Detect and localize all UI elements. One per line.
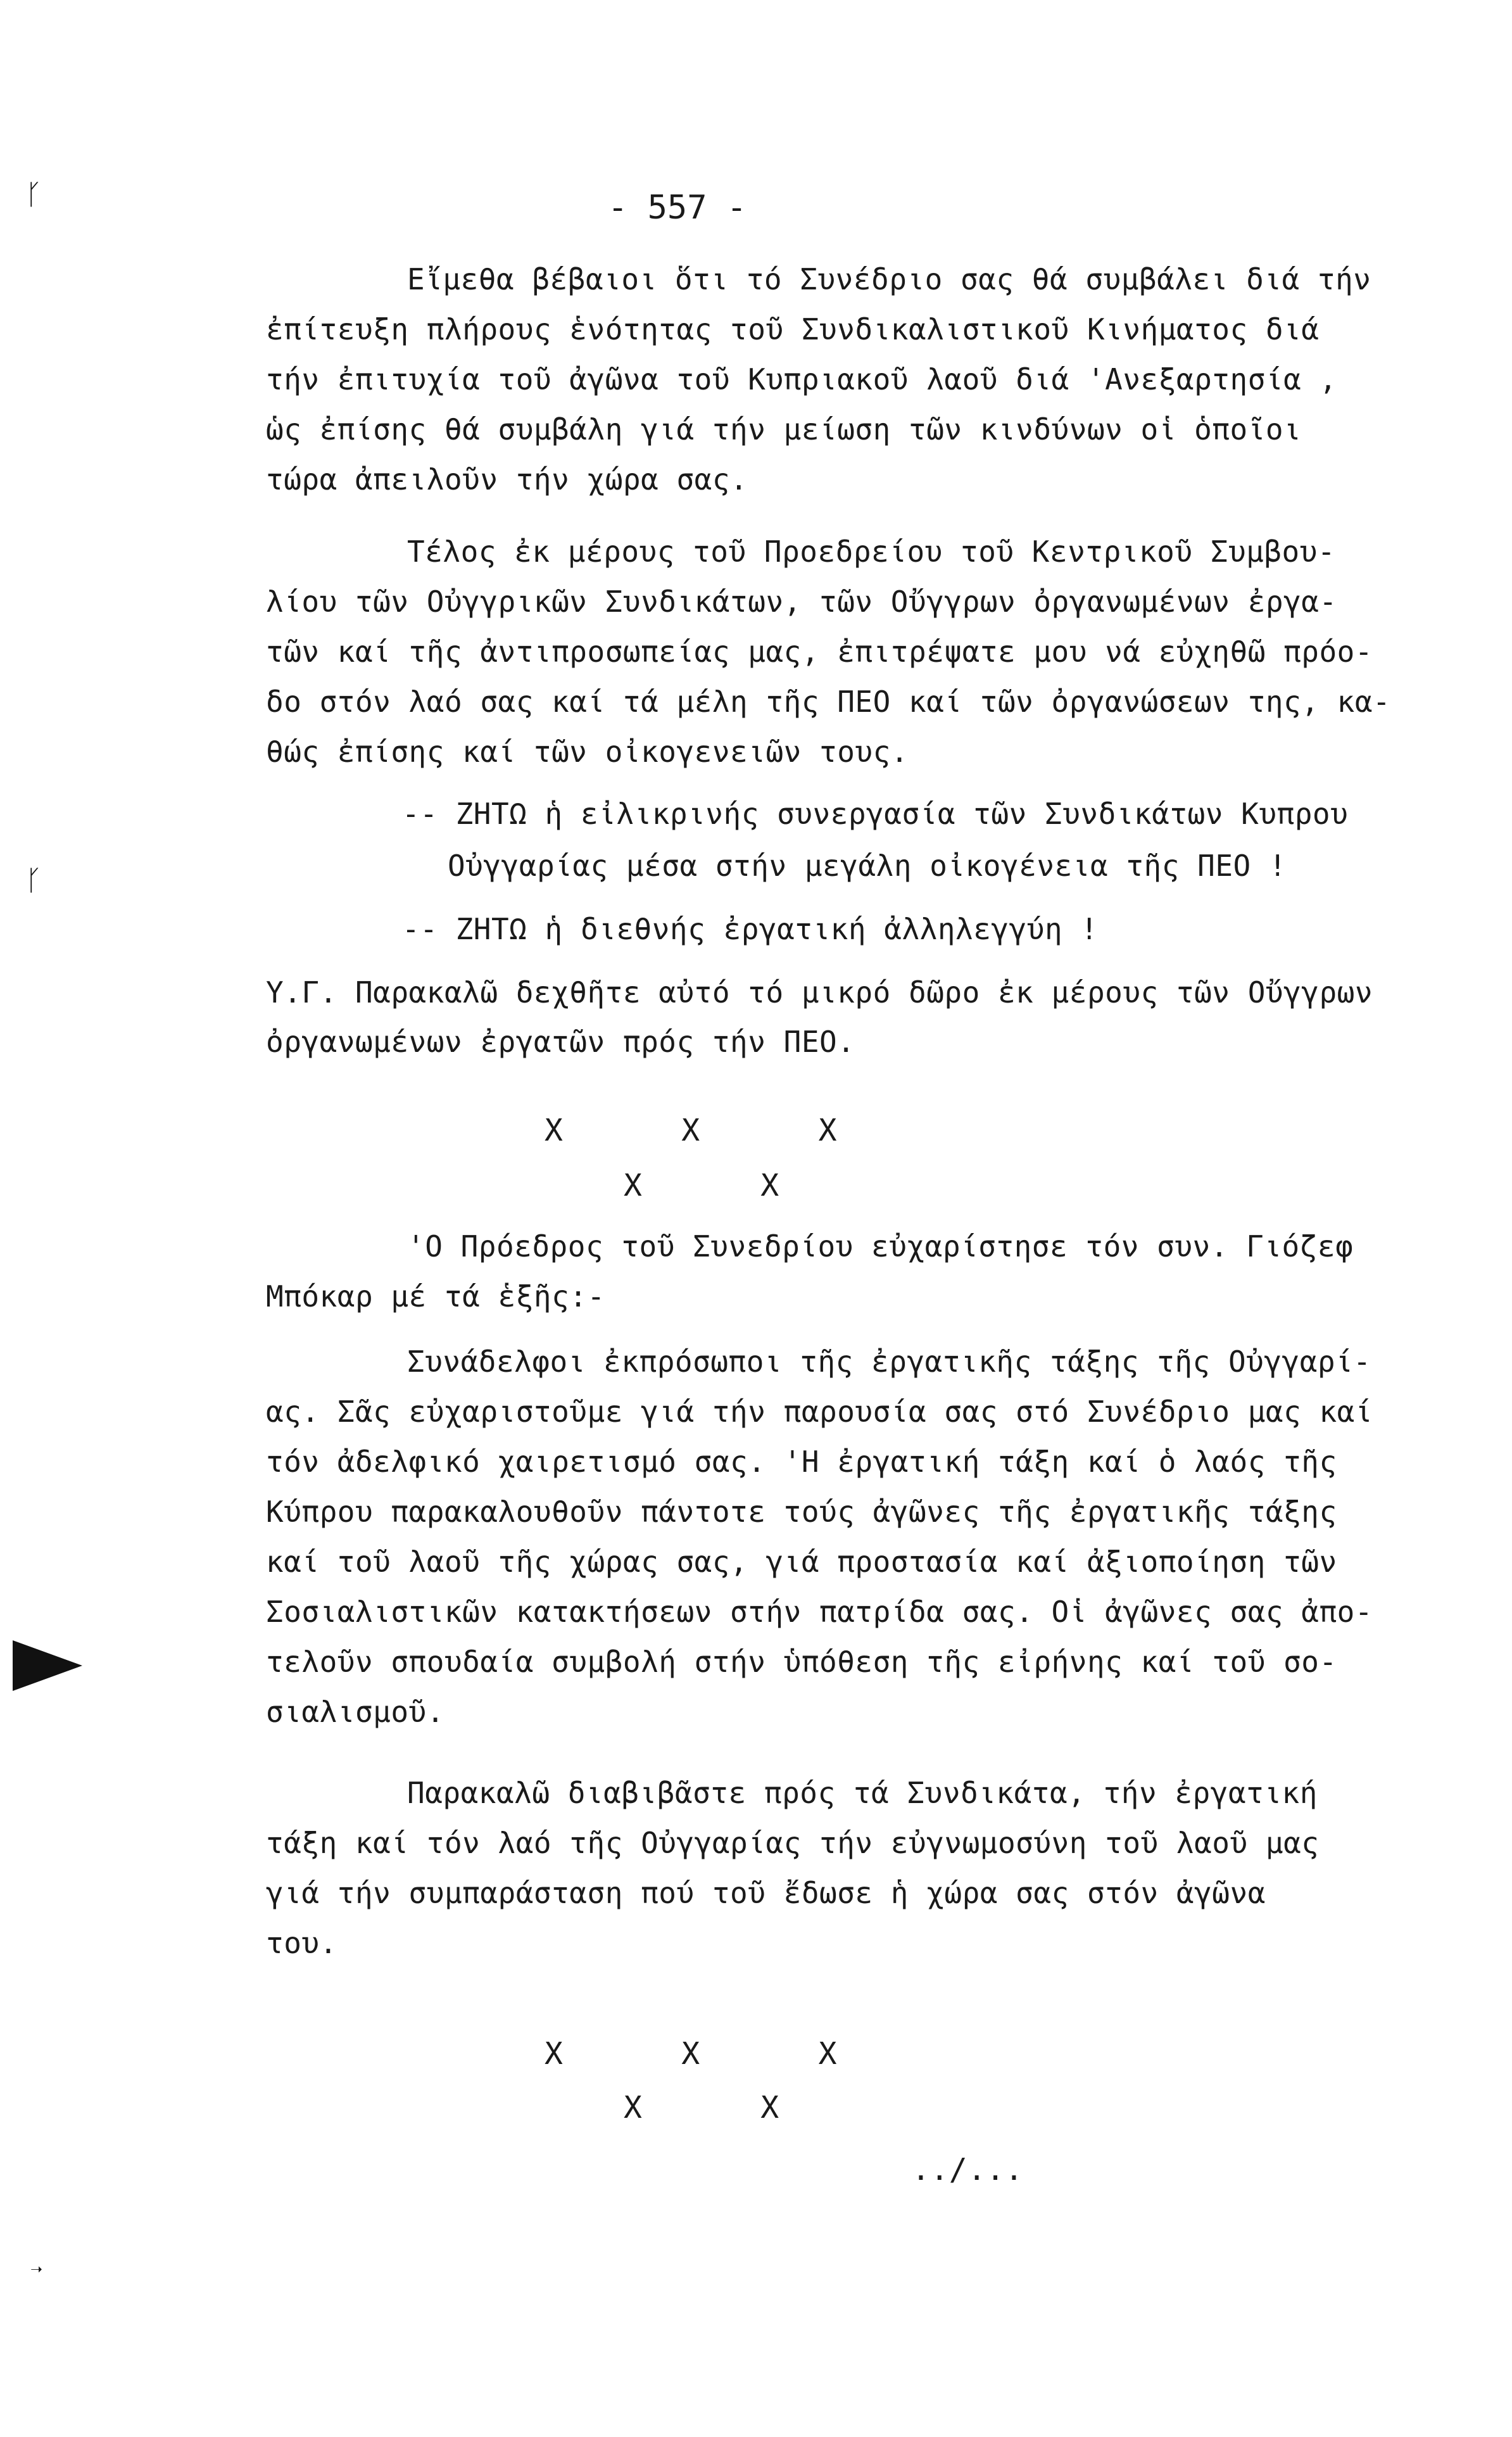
postscript-line: ὀργανωμένων ἐργατῶν πρός τήν ΠΕΟ. <box>266 1025 855 1059</box>
text-line: λίου τῶν Οὐγγρικῶν Συνδικάτων, τῶν Οὔγγρων ὀργανωμένων ἐργα- <box>266 585 1337 619</box>
text-line: ας. Σᾶς εὐχαριστοῦμε γιά τήν παρουσία σας στό Συνέδριο μας καί <box>266 1395 1373 1429</box>
text-line: γιά τήν συμπαράσταση πού τοῦ ἔδωσε ἡ χώρα σας στόν ἀγῶνα <box>266 1876 1266 1910</box>
margin-arrow-shaft <box>13 1653 32 1678</box>
continuation-marker: ../... <box>912 2152 1024 2187</box>
text-line: 'Ο Πρόεδρος τοῦ Συνεδρίου εὐχαρίστησε τόν συν. Γιόζεφ <box>407 1229 1354 1263</box>
text-line: τῶν καί τῆς ἀντιπροσωπείας μας, ἐπιτρέψατε μου νά εὐχηθῶ πρόο- <box>266 635 1373 669</box>
text-line: τόν ἀδελφικό χαιρετισμό σας. 'Η ἐργατική τάξη καί ὁ λαός τῆς <box>266 1445 1337 1479</box>
margin-mark-mid-left: ᚴ <box>25 864 42 897</box>
text-line: του. <box>266 1926 337 1960</box>
text-line: τάξη καί τόν λαό τῆς Οὐγγαρίας τήν εὐγνωμοσύνη τοῦ λαοῦ μας <box>266 1826 1320 1860</box>
slogan-line: Οὐγγαρίας μέσα στήν μεγάλη οἰκογένεια τῆς ΠΕΟ ! <box>358 849 1287 883</box>
margin-mark-bottom-left: ➝ <box>30 2258 43 2282</box>
text-line: τώρα ἀπειλοῦν τήν χώρα σας. <box>266 462 748 497</box>
text-line: τελοῦν σπουδαία συμβολή στήν ὑπόθεση τῆς εἰρήνης καί τοῦ σο- <box>266 1645 1337 1679</box>
text-line: καί τοῦ λαοῦ τῆς χώρας σας, γιά προστασία καί ἀξιοποίηση τῶν <box>266 1545 1337 1579</box>
slogan-line: -- ΖΗΤΩ ἡ διεθνής ἐργατική ἀλληλεγγύη ! <box>402 912 1099 946</box>
divider-row: X X <box>624 2090 781 2125</box>
text-line: ὡς ἐπίσης θά συμβάλη γιά τήν μείωση τῶν κινδύνων οἱ ὁποῖοι <box>266 412 1302 446</box>
text-line: θώς ἐπίσης καί τῶν οἰκογενειῶν τους. <box>266 735 909 769</box>
slogan-line: -- ΖΗΤΩ ἡ εἰλικρινής συνεργασία τῶν Συνδικάτων Κυπρου <box>402 797 1349 831</box>
text-line: δο στόν λαό σας καί τά μέλη τῆς ΠΕΟ καί τῶν ὀργανώσεων της, κα- <box>266 685 1391 719</box>
text-line: Τέλος ἐκ μέρους τοῦ Προεδρείου τοῦ Κεντρικοῦ Συμβου- <box>407 535 1336 569</box>
divider-row: X X X <box>545 1113 838 1148</box>
text-line: Σοσιαλιστικῶν κατακτήσεων στήν πατρίδα σας. Οἱ ἀγῶνες σας ἀπο- <box>266 1595 1373 1629</box>
text-line: Παρακαλῶ διαβιβᾶστε πρός τά Συνδικάτα, τήν ἐργατική <box>407 1776 1318 1810</box>
text-line: Εἴμεθα βέβαιοι ὅτι τό Συνέδριο σας θά συμβάλει διά τήν <box>407 262 1371 296</box>
divider-row: X X X <box>545 2036 838 2072</box>
text-line: Συνάδελφοι ἐκπρόσωποι τῆς ἐργατικῆς τάξης τῆς Οὐγγαρί- <box>407 1345 1371 1379</box>
page-number: - 557 - <box>608 189 747 227</box>
text-line: Μπόκαρ μέ τά ἑξῆς:- <box>266 1279 605 1313</box>
divider-row: X X <box>624 1168 781 1203</box>
text-line: σιαλισμοῦ. <box>266 1695 444 1729</box>
text-line: ἐπίτευξη πλήρους ἑνότητας τοῦ Συνδικαλιστικοῦ Κινήματος διά <box>266 312 1320 346</box>
margin-mark-top-left: ᚴ <box>25 179 42 211</box>
text-line: τήν ἐπιτυχία τοῦ ἀγῶνα τοῦ Κυπριακοῦ λαοῦ διά 'Ανεξαρτησία , <box>266 362 1337 396</box>
postscript-line: Υ.Γ. Παρακαλῶ δεχθῆτε αὐτό τό μικρό δῶρο ἐκ μέρους τῶν Οὔγγρων <box>266 975 1373 1010</box>
text-line: Κύπρου παρακαλουθοῦν πάντοτε τούς ἀγῶνες τῆς ἐργατικῆς τάξης <box>266 1495 1337 1529</box>
